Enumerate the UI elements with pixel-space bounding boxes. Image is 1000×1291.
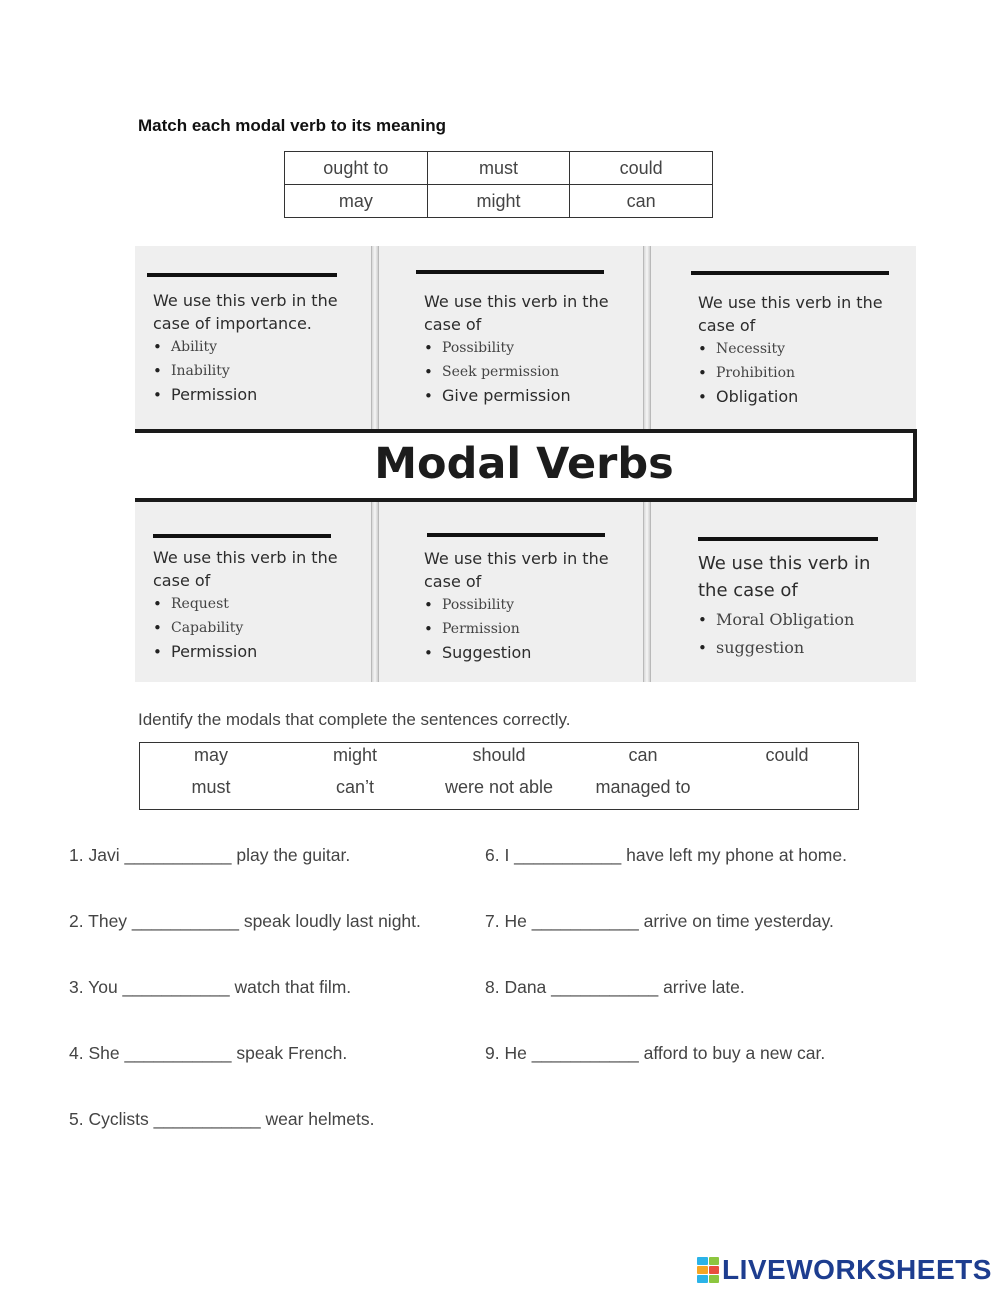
table-cell: may — [285, 185, 428, 218]
modal-verbs-chart — [135, 246, 916, 682]
blank-line[interactable] — [147, 273, 337, 277]
verb-description: We use this verb in the case of — [424, 549, 609, 591]
list-item: • Necessity — [698, 337, 798, 361]
blank-line[interactable] — [691, 271, 889, 275]
table-cell: can — [570, 185, 713, 218]
liveworksheets-logo — [697, 1255, 992, 1285]
list-item: • Inability — [153, 359, 257, 383]
list-item: • Permission — [153, 640, 257, 664]
blank-line[interactable] — [698, 537, 878, 541]
question-3[interactable]: 3. You ___________ watch that film. — [69, 977, 352, 997]
question-9[interactable]: 9. He ___________ afford to buy a new car. — [485, 1043, 826, 1063]
verb-description: We use this verb in the case of — [698, 293, 883, 335]
word-bank — [139, 742, 859, 810]
divider — [643, 246, 651, 429]
banner-title: Modal Verbs — [374, 439, 674, 489]
blank-line[interactable] — [427, 533, 605, 537]
usage-list — [153, 592, 257, 664]
table-cell: might — [427, 185, 570, 218]
bank-word: must — [191, 777, 231, 797]
chart-banner — [135, 429, 917, 502]
usage-list — [698, 337, 798, 409]
logo-text: LIVEWORKSHEETS — [722, 1254, 992, 1285]
bank-word: should — [472, 745, 526, 765]
list-item: • Capability — [153, 616, 257, 640]
list-item: • Ability — [153, 335, 257, 359]
table-cell: ought to — [285, 152, 428, 185]
blank-line[interactable] — [153, 534, 331, 538]
list-item: • suggestion — [698, 634, 854, 662]
verb-description: We use this verb in the case of importance. — [153, 291, 338, 333]
question-5[interactable]: 5. Cyclists ___________ wear helmets. — [69, 1109, 375, 1129]
match-title: Match each modal verb to its meaning — [138, 116, 446, 135]
question-4[interactable]: 4. She ___________ speak French. — [69, 1043, 348, 1063]
list-item: • Give permission — [424, 384, 571, 408]
identify-title: Identify the modals that complete the sentences correctly. — [138, 710, 571, 729]
list-item: • Permission — [153, 383, 257, 407]
question-7[interactable]: 7. He ___________ arrive on time yesterday. — [485, 911, 834, 931]
usage-list — [698, 606, 854, 662]
usage-list — [424, 593, 531, 665]
logo-grid-icon — [697, 1257, 719, 1283]
table-cell: must — [427, 152, 570, 185]
bank-word: can’t — [335, 777, 375, 797]
bank-word: might — [332, 745, 377, 765]
verb-description: We use this verb in the case of — [153, 548, 338, 590]
divider — [371, 501, 379, 682]
list-item: • Permission — [424, 617, 531, 641]
bank-word: could — [765, 745, 809, 765]
list-item: • Possibility — [424, 593, 531, 617]
usage-list — [424, 336, 571, 408]
list-item: • Request — [153, 592, 257, 616]
question-1[interactable]: 1. Javi ___________ play the guitar. — [69, 845, 351, 865]
verb-description: We use this verb in the case of — [698, 553, 871, 601]
verb-description: We use this verb in the case of — [424, 292, 609, 334]
bank-word: managed to — [595, 777, 691, 797]
list-item: • Obligation — [698, 385, 798, 409]
list-item: • Suggestion — [424, 641, 531, 665]
table-row — [285, 152, 713, 185]
list-item: • Seek permission — [424, 360, 571, 384]
list-item: • Prohibition — [698, 361, 798, 385]
table-row — [285, 185, 713, 218]
bank-word: were not able — [444, 777, 554, 797]
bank-word: can — [628, 745, 658, 765]
question-6[interactable]: 6. I ___________ have left my phone at home. — [485, 845, 847, 865]
list-item: • Possibility — [424, 336, 571, 360]
bank-word: may — [193, 745, 228, 765]
usage-list — [153, 335, 257, 407]
divider — [643, 501, 651, 682]
question-8[interactable]: 8. Dana ___________ arrive late. — [485, 977, 745, 997]
modal-verb-table — [284, 151, 713, 218]
table-cell: could — [570, 152, 713, 185]
blank-line[interactable] — [416, 270, 604, 274]
divider — [371, 246, 379, 429]
question-2[interactable]: 2. They ___________ speak loudly last night. — [69, 911, 421, 931]
list-item: • Moral Obligation — [698, 606, 854, 634]
